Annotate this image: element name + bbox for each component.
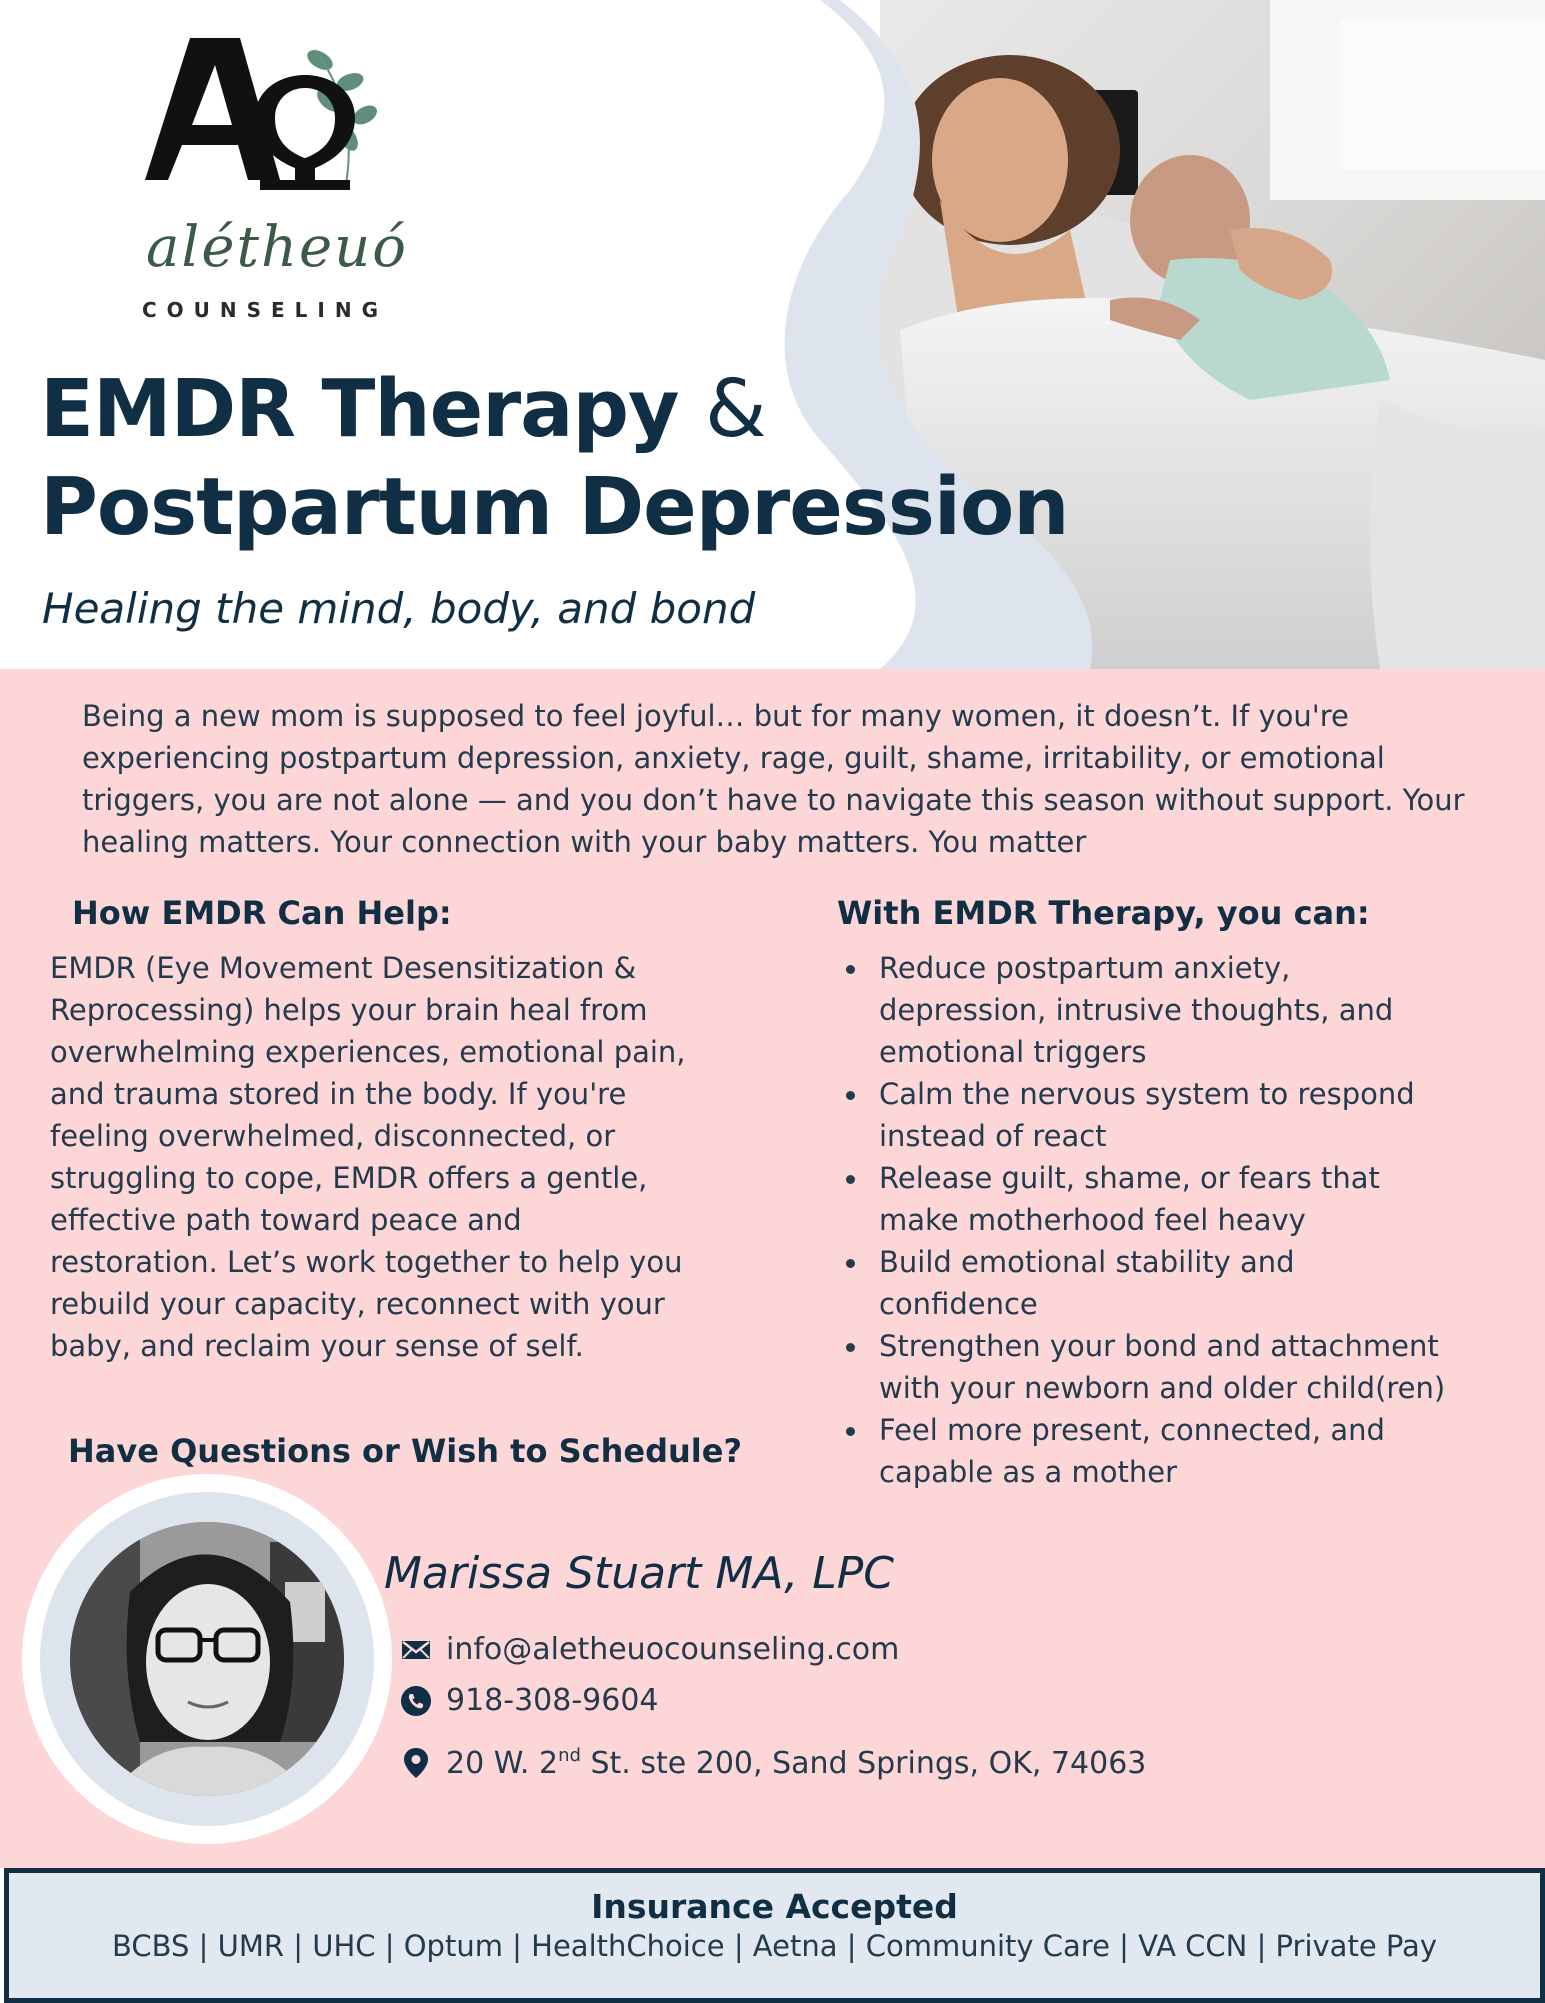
list-item: Feel more present, connected, and capable as a mother xyxy=(842,1409,1462,1493)
subtitle: Healing the mind, body, and bond xyxy=(42,584,756,633)
list-item: Build emotional stability and confidence xyxy=(842,1241,1462,1325)
insurance-list: BCBS | UMR | UHC | Optum | HealthChoice | Aetna | Community Care | VA CCN | Private Pay xyxy=(111,1929,1437,1963)
map-pin-icon xyxy=(400,1747,432,1779)
insurance-title: Insurance Accepted xyxy=(591,1887,958,1926)
address-ordinal: nd xyxy=(558,1745,581,1766)
title-ampersand: & xyxy=(705,363,766,455)
aletheuo-logo xyxy=(120,30,410,322)
email-link[interactable]: info@aletheuocounseling.com xyxy=(446,1632,900,1667)
list-item: Reduce postpartum anxiety, depression, intrusive thoughts, and emotional triggers xyxy=(842,947,1462,1073)
title-line1: EMDR Therapy xyxy=(40,363,679,455)
address-contact xyxy=(400,1745,1146,1781)
logo-monogram xyxy=(120,30,410,230)
benefits-heading: With EMDR Therapy, you can: xyxy=(837,894,1370,932)
cta-heading: Have Questions or Wish to Schedule? xyxy=(68,1432,743,1470)
list-item: Release guilt, shame, or fears that make motherhood feel heavy xyxy=(842,1157,1462,1241)
benefits-list xyxy=(842,947,1462,1493)
avatar xyxy=(70,1522,344,1796)
title-line2: Postpartum Depression xyxy=(40,461,1069,553)
intro-paragraph: Being a new mom is supposed to feel joyful… but for many women, it doesn’t. If you're experiencing postpartum depression, anxiety, rage, guilt, shame, irritability, or emotional triggers, you are not alone — and you don’t have to navigate this season without support. Your healing matters. Your connection with your baby matters. You matter xyxy=(82,699,1465,859)
address-street-number: 20 W. 2 xyxy=(446,1746,559,1781)
therapist-name: Marissa Stuart MA, LPC xyxy=(384,1548,895,1599)
phone-icon xyxy=(400,1685,432,1717)
how-help-heading: How EMDR Can Help: xyxy=(72,894,452,932)
address-text xyxy=(446,1745,1146,1781)
email-contact[interactable] xyxy=(400,1632,899,1667)
logo-wordmark: alétheuó xyxy=(146,215,408,280)
address-rest: St. ste 200, Sand Springs, OK, 74063 xyxy=(580,1746,1147,1781)
phone-contact[interactable] xyxy=(400,1683,659,1718)
hero-section xyxy=(0,0,1545,669)
insurance-box xyxy=(4,1868,1545,2003)
logo-tagline: COUNSELING xyxy=(141,298,389,322)
how-help-body: EMDR (Eye Movement Desensitization & Reprocessing) helps your brain heal from overwhelming experiences, emotional pain, and trauma stored in the body. If you're feeling overwhelmed, disconnected, or struggling to cope, EMDR offers a gentle, effective path toward peace and restoration. Let’s work together to help you rebuild your capacity, reconnect with your baby, and reclaim your sense of self. xyxy=(50,951,686,1363)
avatar-portrait xyxy=(70,1522,344,1796)
list-item: Calm the nervous system to respond instead of react xyxy=(842,1073,1462,1157)
phone-number[interactable]: 918-308-9604 xyxy=(446,1683,659,1718)
envelope-icon xyxy=(400,1634,432,1666)
list-item: Strengthen your bond and attachment with your newborn and older child(ren) xyxy=(842,1325,1462,1409)
page-title xyxy=(40,360,1069,556)
